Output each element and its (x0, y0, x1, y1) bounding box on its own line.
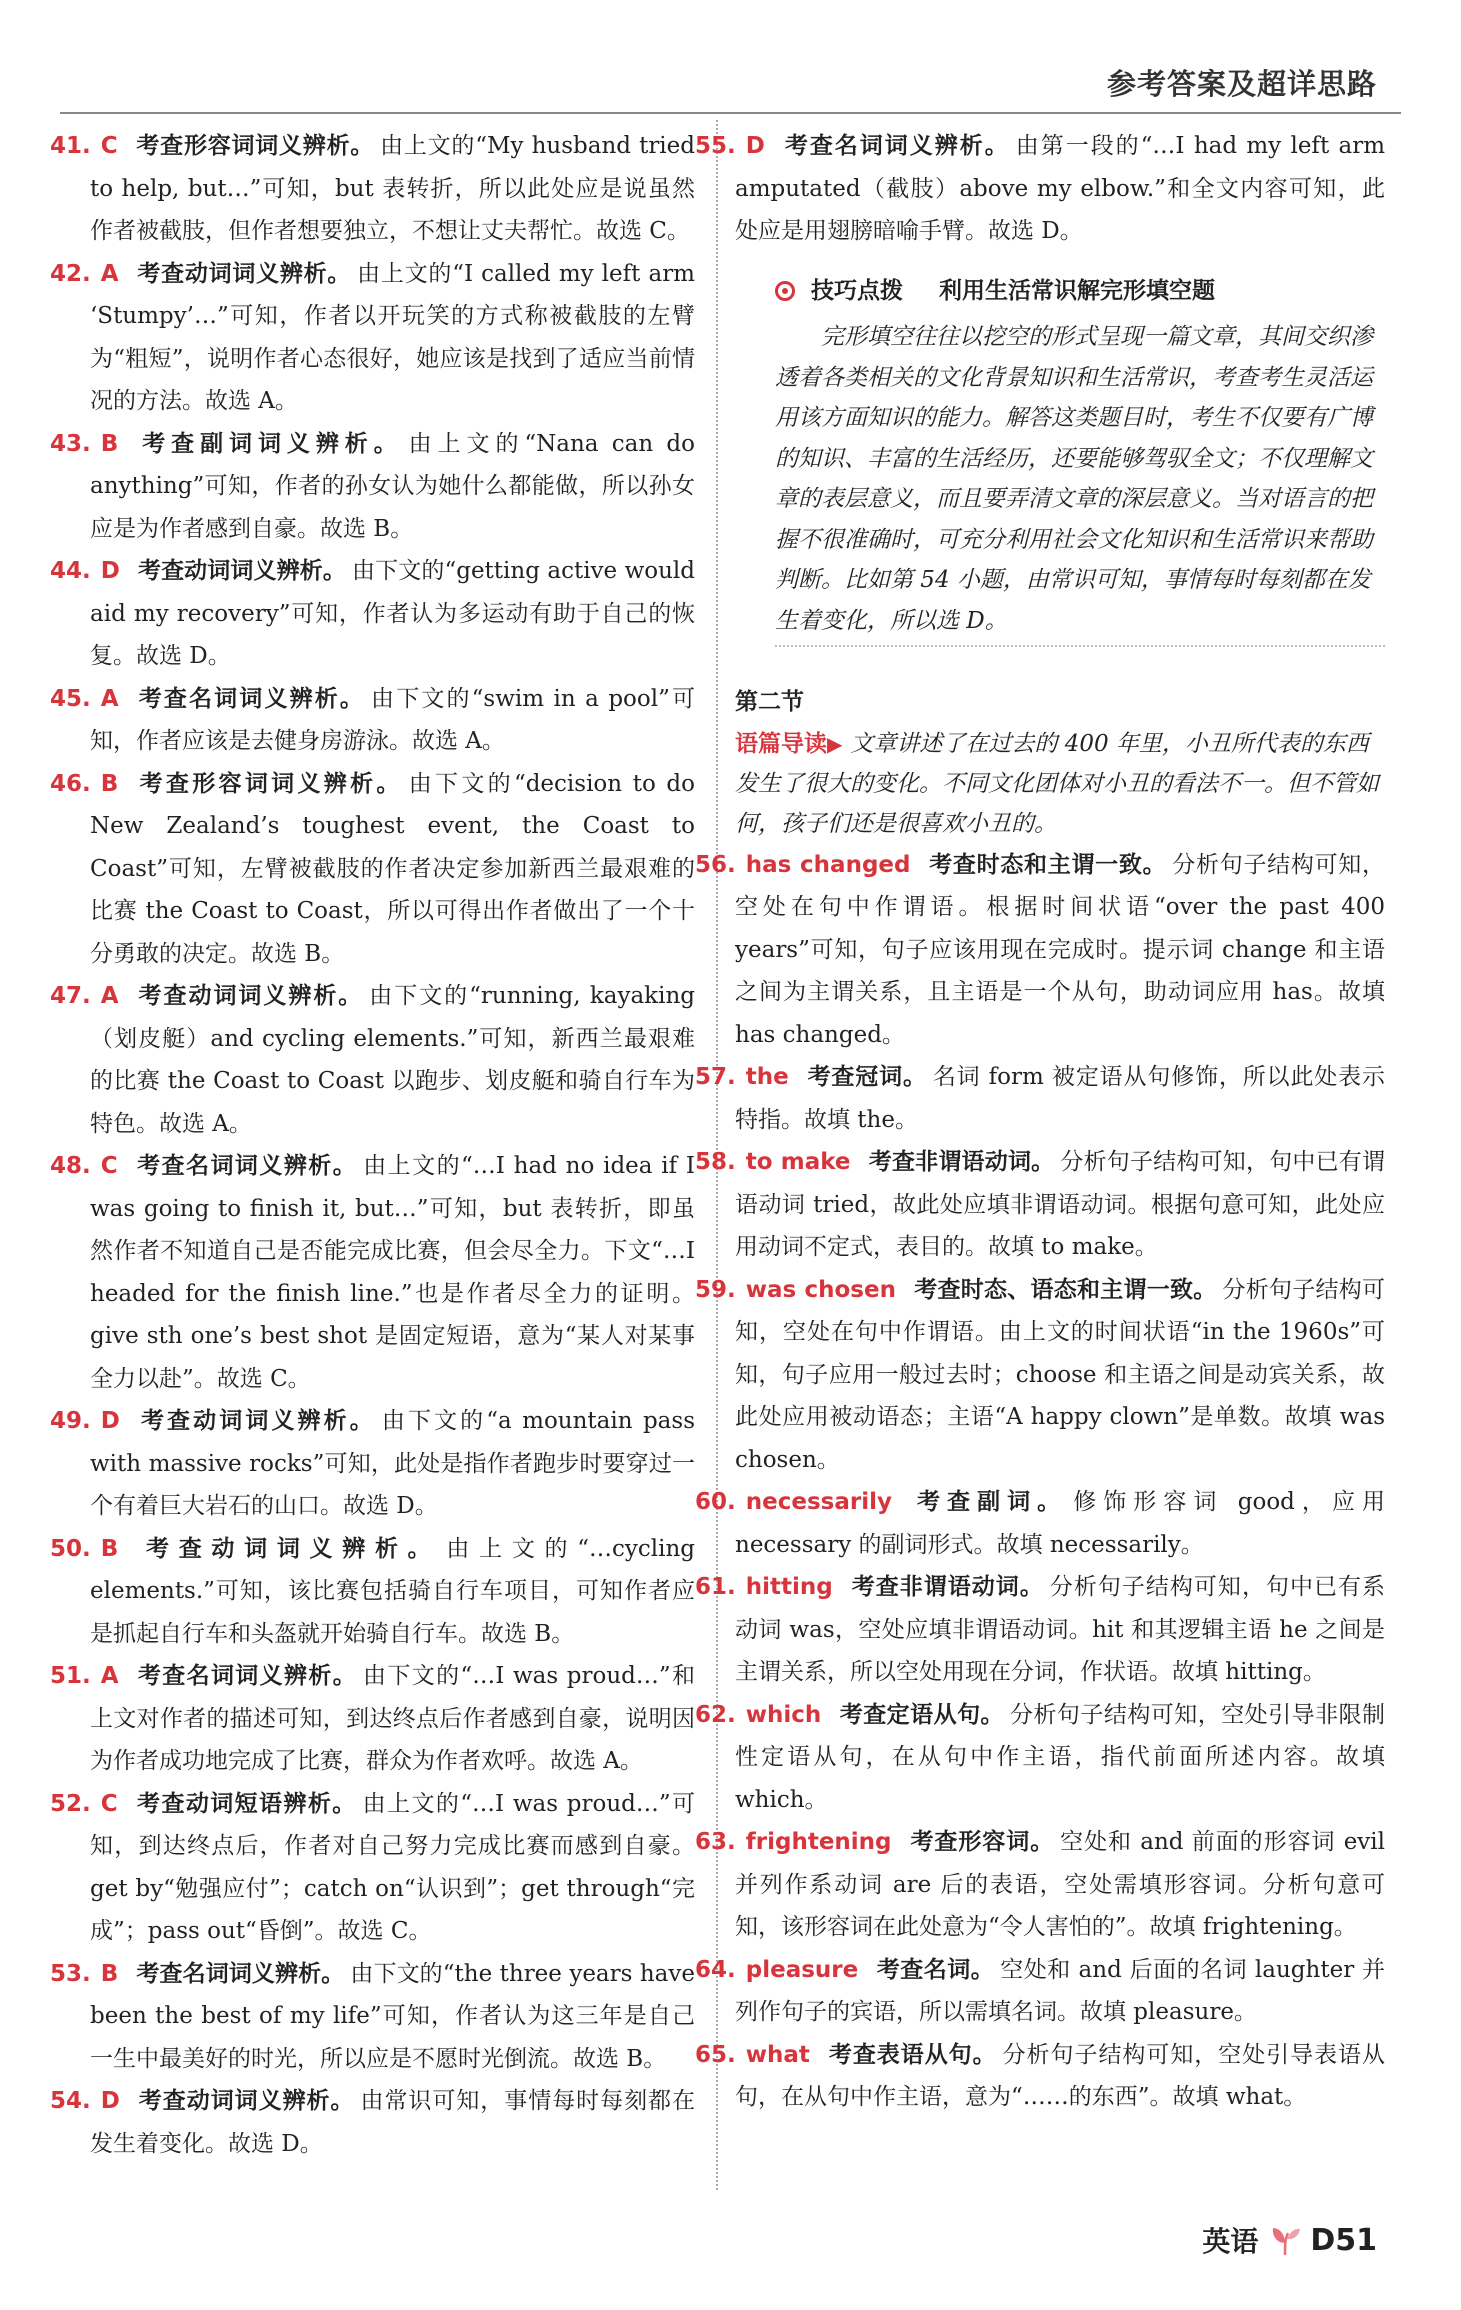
question-type: 考查定语从句。 (839, 1701, 1004, 1728)
answer-item (50, 1400, 696, 1528)
intro-text: 文章讲述了在过去的 400 年里，小丑所代表的东西发生了很大的变化。不同文化团体对小丑的看法不一。但不管如何，孩子们还是很喜欢小丑的。 (735, 730, 1379, 837)
question-number: 60. (695, 1489, 736, 1515)
question-number: 46. (50, 770, 91, 797)
tip-label: 技巧点拨 (811, 277, 903, 304)
answer-key: A (100, 260, 119, 287)
answer-item (695, 1481, 1386, 1566)
explanation-text: 由第一段的“…I had my left arm amputated（截肢）above my elbow.”和全文内容可知，此处应是用翅膀暗喻手臂。故选 D。 (735, 133, 1386, 244)
answer-item (50, 975, 696, 1145)
question-number: 62. (695, 1701, 736, 1728)
explanation-text: 分析句子结构可知，空处引导表语从句，在从句中作主语，意为“……的东西”。故填 what。 (735, 2041, 1386, 2110)
answer-key: C (100, 1153, 118, 1179)
explanation-text: 空处和 and 前面的形容词 evil 并列作系动词 are 后的表语，空处需填形容词。分析句意可知，该形容词在此处意为“令人害怕的”。故填 frightening。 (735, 1829, 1386, 1940)
target-icon (775, 281, 795, 301)
question-number: 57. (695, 1064, 736, 1090)
answer-item (695, 1821, 1386, 1949)
question-type: 考查时态和主谓一致。 (928, 851, 1167, 878)
answer-item (695, 844, 1385, 1057)
question-type: 考查副词。 (909, 1489, 1068, 1515)
question-type: 考查形容词。 (909, 1829, 1055, 1855)
header-rule (60, 112, 1401, 114)
answer-key: D (100, 1408, 120, 1434)
question-number: 41. (50, 133, 91, 159)
section-title: 第二节 (735, 689, 804, 715)
explanation-text: 由下文的“the three years have been the best of my life”可知，作者认为这三年是自己一生中最美好的时光，所以应是不愿时光倒流。故选 B。 (90, 1960, 695, 2072)
answer-item (695, 2034, 1386, 2119)
question-type: 考查名词词义辨析。 (135, 1153, 358, 1179)
explanation-text: 分析句子结构可知，句中已有系动词 was，空处应填非谓语动词。hit 和其逻辑主语 he 之间是主谓关系，所以空处用现在分词，作状语。故填 hitting。 (735, 1574, 1386, 1685)
answer-item (695, 1141, 1385, 1269)
explanation-text: 分析句子结构可知，空处在句中作谓语。根据时间状语“over the past 400 years”可知，句子应该用现在完成时。提示词 change 和主语之间为主谓关系，且主语是一个从句，助动词应用 has。故填 has changed。 (735, 851, 1385, 1048)
question-number: 51. (50, 1663, 91, 1689)
explanation-text: 由上文的“My husband tried to help, but…”可知，but 表转折，所以此处应是说虽然作者被截肢，但作者想要独立，不想让丈夫帮忙。故选 C。 (90, 133, 695, 244)
triangle-right-icon: ▶ (827, 731, 843, 756)
question-type: 考查名词词义辨析。 (782, 133, 1010, 159)
answer-item (50, 1528, 695, 1656)
question-type: 考查动词词义辨析。 (136, 983, 364, 1009)
answer-item (695, 1694, 1386, 1822)
answer-item (695, 125, 1386, 253)
explanation-text: 由下文的“swim in a pool”可知，作者应该是去健身房游泳。故选 A。 (90, 685, 695, 754)
tip-body: 完形填空往往以挖空的形式呈现一篇文章，其间交织渗透着各类相关的文化背景知识和生活常识，考查考生灵活运用该方面知识的能力。解答这类题目时，考生不仅要有广博的知识、丰富的生活经历，还要能够驾驭全文；不仅理解文章的表层意义，而且要弄清文章的深层意义。当对语言的把握不很准确时，可充分利用社会文化知识和生活常识来帮助判断。比如第 54 小题，由常识可知，事情每时每刻都在发生着变化，所以选 D。 (775, 324, 1373, 634)
question-type: 考查形容词词义辨析。 (135, 133, 375, 159)
answer-key: to make (745, 1149, 851, 1175)
question-type: 考查副词词义辨析。 (136, 430, 403, 457)
answer-key: B (100, 1535, 119, 1562)
answer-item (50, 125, 695, 253)
answer-key: D (100, 558, 120, 584)
question-number: 58. (695, 1149, 736, 1175)
tip-divider (775, 645, 1385, 647)
answer-item (695, 1566, 1386, 1694)
question-type: 考查动词词义辨析。 (137, 558, 346, 584)
explanation-text: 由上文的“I called my left arm ‘Stumpy’…”可知，作者以开玩笑的方式称被截肢的左臂为“粗短”，说明作者心态很好，她应该是找到了适应当前情况的方法。故选 A。 (90, 260, 695, 414)
explanation-text: 空处和 and 后面的名词 laughter 并列作句子的宾语，所以需填名词。故填 pleasure。 (735, 1956, 1385, 2025)
explanation-text: 名词 form 被定语从句修饰，所以此处表示特指。故填 the。 (735, 1064, 1386, 1133)
question-number: 50. (50, 1535, 91, 1562)
intro-label: 语篇导读 (735, 730, 827, 757)
answer-item (695, 1949, 1385, 2034)
answer-item (50, 2080, 696, 2165)
left-column (50, 125, 696, 2165)
question-type: 考查非谓语动词。 (868, 1149, 1055, 1175)
right-column (695, 125, 1386, 2119)
explanation-text: 由下文的“…I was proud…”和上文对作者的描述可知，到达终点后作者感到自豪，说明因为作者成功地完成了比赛，群众为作者欢呼。故选 A。 (90, 1663, 696, 1774)
question-type: 考查非谓语动词。 (850, 1574, 1044, 1600)
question-type: 考查动词短语辨析。 (135, 1790, 357, 1817)
page-number: D51 (1310, 2222, 1377, 2258)
answer-item (695, 1056, 1386, 1141)
answer-key: A (100, 983, 119, 1009)
explanation-text: 修饰形容词 good，应用 necessary 的副词形式。故填 necessarily。 (735, 1489, 1386, 1558)
answer-key: A (100, 1663, 119, 1689)
answer-item (50, 1655, 696, 1783)
question-number: 56. (695, 851, 736, 878)
question-type: 考查表语从句。 (827, 2041, 997, 2068)
answer-key: has changed (745, 851, 911, 878)
question-number: 48. (50, 1153, 91, 1179)
question-type: 考查名词词义辨析。 (136, 1960, 345, 1987)
answer-key: hitting (745, 1574, 833, 1600)
answer-key: B (100, 770, 119, 797)
explanation-text: 由上文的“…I was proud…”可知，到达终点后，作者对自己努力完成比赛而感到自豪。get by“勉强应付”；catch on“认识到”；get through“完成”；pass out“昏倒”。故选 C。 (90, 1790, 696, 1944)
question-number: 54. (50, 2088, 91, 2114)
explanation-text: 由下文的“decision to do New Zealand’s toughest event, the Coast to Coast”可知，左臂被截肢的作者决定参加新西兰最艰难的比赛 the Coast to Coast，所以可得出作者做出了一个十分勇敢的决定。故选 B。 (90, 770, 695, 967)
answer-key: C (100, 133, 118, 159)
answer-key: D (745, 133, 765, 159)
question-number: 63. (695, 1829, 736, 1855)
question-number: 44. (50, 558, 91, 584)
explanation-text: 分析句子结构可知，空处在句中作谓语。由上文的时间状语“in the 1960s”可知，句子应用一般过去时；choose 和主语之间是动宾关系，故此处应用被动语态；主语“A happy clown”是单数。故填 was chosen。 (735, 1276, 1385, 1473)
answer-key: pleasure (745, 1956, 859, 1983)
question-type: 考查时态、语态和主谓一致。 (913, 1276, 1217, 1303)
question-type: 考查动词词义辨析。 (136, 260, 352, 287)
answer-key: the (745, 1064, 789, 1090)
answer-item (50, 1953, 695, 2081)
answer-key: what (745, 2041, 810, 2068)
answer-key: A (100, 685, 119, 712)
question-number: 43. (50, 430, 91, 457)
answer-item (50, 1145, 695, 1400)
explanation-text: 由下文的“running, kayaking（划皮艇）and cycling elements.”可知，新西兰最艰难的比赛 the Coast to Coast 以跑步、划皮艇和骑自行车为特色。故选 A。 (90, 983, 696, 1137)
question-number: 64. (695, 1956, 736, 1983)
explanation-text: 由上文的“…cycling elements.”可知，该比赛包括骑自行车项目，可知作者应是抓起自行车和头盔就开始骑自行车。故选 B。 (90, 1535, 695, 1647)
question-type: 考查名词。 (876, 1956, 995, 1983)
explanation-text: 分析句子结构可知，句中已有谓语动词 tried，故此处应填非谓语动词。根据句意可知，此处应用动词不定式，表目的。故填 to make。 (735, 1149, 1385, 1260)
question-number: 42. (50, 260, 91, 287)
explanation-text: 由上文的“Nana can do anything”可知，作者的孙女认为她什么都能做，所以孙女应是为作者感到自豪。故选 B。 (90, 430, 695, 542)
answer-item (50, 253, 695, 423)
answer-key: C (100, 1790, 118, 1817)
question-number: 55. (695, 133, 736, 159)
answer-key: was chosen (745, 1276, 896, 1303)
answer-item (50, 763, 695, 976)
question-number: 49. (50, 1408, 91, 1434)
question-type: 考查动词词义辨析。 (137, 1408, 376, 1434)
subject-label: 英语 (1202, 2225, 1259, 2258)
explanation-text: 分析句子结构可知，空处引导非限制性定语从句，在从句中作主语，指代前面所述内容。故填 which。 (735, 1701, 1386, 1813)
question-number: 59. (695, 1276, 736, 1303)
answer-item (50, 550, 696, 678)
answer-key: necessarily (745, 1489, 892, 1515)
answer-key: D (100, 2088, 120, 2114)
question-number: 61. (695, 1574, 736, 1600)
question-type: 考查动词词义辨析。 (137, 2088, 355, 2114)
tip-box (775, 271, 1385, 648)
question-number: 47. (50, 983, 91, 1009)
question-type: 考查冠词。 (806, 1064, 927, 1090)
question-type: 考查名词词义辨析。 (136, 685, 366, 712)
question-number: 45. (50, 685, 91, 712)
explanation-text: 由下文的“getting active would aid my recovery”可知，作者认为多运动有助于自己的恢复。故选 D。 (90, 558, 696, 669)
answer-item (50, 423, 695, 551)
answer-item (695, 1269, 1385, 1482)
explanation-text: 由下文的“a mountain pass with massive rocks”可知，此处是指作者跑步时要穿过一个有着巨大岩石的山口。故选 D。 (90, 1408, 696, 1519)
explanation-text: 由上文的“…I had no idea if I was going to finish it, but…”可知，but 表转折，即虽然作者不知道自己是否能完成比赛，但会尽全力。下文“…I headed for the finish line.”也是作者尽全力的证明。give sth one’s best shot 是固定短语，意为“某人对某事全力以赴”。故选 C。 (90, 1153, 695, 1392)
explanation-text: 由常识可知，事情每时每刻都在发生着变化。故选 D。 (90, 2088, 696, 2157)
answer-key: frightening (745, 1829, 892, 1855)
answer-item (50, 678, 695, 763)
question-number: 65. (695, 2041, 736, 2068)
tip-title: 利用生活常识解完形填空题 (939, 277, 1215, 304)
leaf-icon (1268, 2223, 1302, 2257)
question-type: 考查动词词义辨析。 (136, 1535, 441, 1562)
answer-key: B (100, 1960, 119, 1987)
question-number: 53. (50, 1960, 91, 1987)
question-type: 考查名词词义辨析。 (136, 1663, 358, 1689)
question-number: 52. (50, 1790, 91, 1817)
answer-key: which (745, 1701, 822, 1728)
answer-item (50, 1783, 696, 1953)
answer-key: B (100, 430, 119, 457)
passage-intro (735, 724, 1385, 844)
page-footer (1202, 2220, 1377, 2260)
page-header-title: 参考答案及超详思路 (1106, 67, 1377, 101)
question-type: 考查形容词词义辨析。 (136, 770, 403, 797)
